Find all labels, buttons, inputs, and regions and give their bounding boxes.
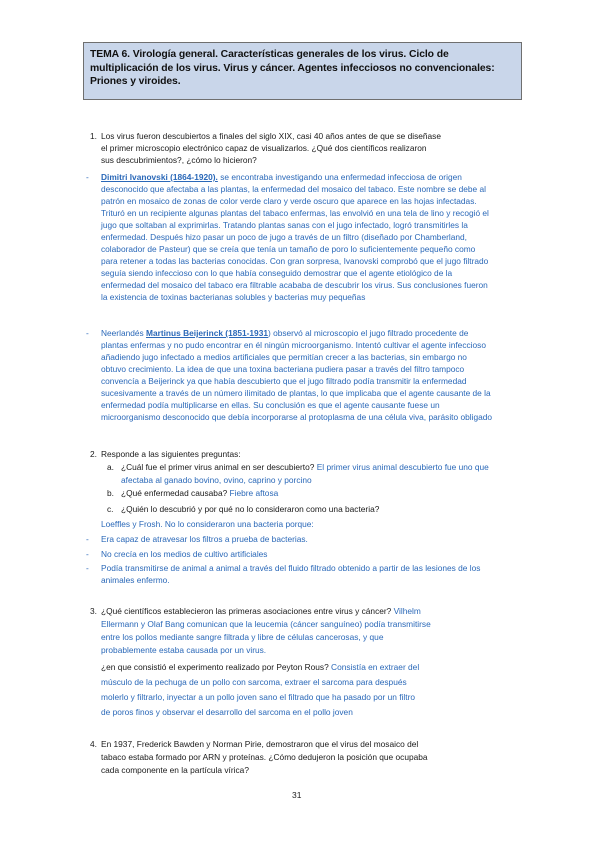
subquestion-label: b.	[107, 488, 114, 498]
bullet-dash: -	[86, 549, 89, 559]
answer-bullet: Podía transmitirse de animal a animal a través del fluido filtrado obtenido a partir de las lesiones de los	[101, 563, 481, 573]
question-line: Los virus fueron descubiertos a finales del siglo XIX, casi 40 años antes de que se diseñase	[101, 131, 441, 141]
answer-line: molerlo y filtrarlo, inyectar a un pollo joven sano el filtrado que ha pasado por un filtro	[101, 692, 415, 702]
answer-line: enfermedad podía multiplicarse en ellas. Su conclusión es que el agente causante fuese un	[101, 400, 440, 410]
answer-line: Ellermann y Olaf Bang comunican que la leucemia (cáncer sanguíneo) podía transmitirse	[101, 619, 431, 629]
subquestion-text: ¿Quién lo descubrió y por qué no lo consideraron como una bacteria?	[121, 504, 380, 514]
answer-line: Loeffles y Frosh. No lo consideraron una bacteria porque:	[101, 519, 314, 529]
answer-bullet: Era capaz de atravesar los filtros a prueba de bacterias.	[101, 534, 308, 544]
answer-text: Consistía en extraer del	[328, 662, 420, 672]
answer-line: entre los pollos mediante sangre filtrada y libre de células cancerosas, y que	[101, 632, 384, 642]
subquestion-label: a.	[107, 462, 114, 472]
question-number: 3.	[90, 606, 97, 616]
question-line	[101, 606, 421, 617]
question-text: ¿en que consistió el experimento realizado por Peyton Rous?	[101, 662, 329, 672]
topic-title-box	[83, 42, 522, 100]
bullet-dash: -	[86, 534, 89, 544]
answer-line: convencía a Beijerinck ya que había descubierto que el jugo filtrado podía transmitir la enfermedad	[101, 376, 467, 386]
scientist-name: Dimitri Ivanovski (1864-1920).	[101, 172, 218, 182]
question-line: Responde a las siguientes preguntas:	[101, 449, 241, 459]
answer-text: Neerlandés	[101, 328, 146, 338]
page-number: 31	[292, 790, 302, 800]
answer-line: añadiendo jugo infectado a medios artificiales que permitían crecer a las bacterias, sin embargo no	[101, 352, 467, 362]
answer-line: jugo que soltaban al exprimirlas. Tratando plantas sanas con el jugo infectado, logró transmitirles la	[101, 220, 468, 230]
answer-line: sucesivamente a través de un número ilimitado de plantas, lo que implicaba que el agente causante de la	[101, 388, 491, 398]
answer-line: plantas enfermas y no pudo encontrar en él ningún microorganismo. Intentó cultivar el agente infeccioso	[101, 340, 486, 350]
bullet-dash: -	[86, 172, 89, 182]
question-line: cada componente en la partícula vírica?	[101, 765, 249, 775]
answer-text: Fiebre aftosa	[227, 488, 279, 498]
answer-line: colaborador de Pasteur) que se creía que tenía un tamaño de poro lo suficientemente pequeño como	[101, 244, 476, 254]
answer-text: se encontraba investigando una enfermedad infecciosa de origen	[217, 172, 462, 182]
question-number: 4.	[90, 739, 97, 749]
answer-line: Trituró en un recipiente algunas plantas del tabaco enfermas, las envolvió en una tela de lino y recogió el	[101, 208, 489, 218]
answer-text: Vilhelm	[391, 606, 421, 616]
answer-line	[101, 172, 462, 183]
question-number: 1.	[90, 131, 97, 141]
answer-line: músculo de la pechuga de un pollo con sarcoma, extraer el sarcoma para después	[101, 677, 407, 687]
answer-line: microorganismo desconocido que debía incorporarse al protoplasma de una célula viva, parásito obligado	[101, 412, 492, 422]
subquestion-line	[121, 488, 278, 499]
scientist-name: Martinus Beijerinck (1851-1931	[146, 328, 268, 338]
topic-title: TEMA 6. Virología general. Características generales de los virus. Ciclo de multiplicación de los virus. Virus y cáncer. Agentes infecciosos no convencionales: Priones y viroides.	[90, 49, 495, 87]
answer-line	[101, 328, 468, 339]
question-line: En 1937, Frederick Bawden y Norman Pirie, demostraron que el virus del mosaico del	[101, 739, 419, 749]
bullet-dash: -	[86, 328, 89, 338]
question-line: tabaco estaba formado por ARN y proteínas. ¿Cómo dedujeron la posición que ocupaba	[101, 752, 428, 762]
subquestion-text: ¿Qué enfermedad causaba?	[121, 488, 228, 498]
answer-line: para retener a todas las bacterias conocidas. Con gran sorpresa, Ivanovski comprobó que el jugo filtrado	[101, 256, 489, 266]
answer-line: obtuvo crecimiento. La idea de que una toxina bacteriana pudiera pasar a través del filtro tampoco	[101, 364, 465, 374]
answer-line: afectaba al ganado bovino, ovino, caprino y porcino	[121, 475, 312, 485]
question-text: ¿Qué científicos establecieron las primeras asociaciones entre virus y cáncer?	[101, 606, 392, 616]
answer-bullet: animales enfermo.	[101, 575, 170, 585]
answer-bullet: No crecía en los medios de cultivo artificiales	[101, 549, 268, 559]
answer-line: patrón en mosaico de zonas de color verde claro y verde oscuro que aparece en las hojas infectadas.	[101, 196, 477, 206]
question-line: sus descubrimientos?, ¿cómo lo hicieron?	[101, 155, 257, 165]
subquestion-line	[121, 462, 489, 473]
answer-text: El primer virus animal descubierto fue uno que	[314, 462, 489, 472]
subquestion-label: c.	[107, 504, 114, 514]
answer-line: probablemente estaba causada por un virus.	[101, 645, 267, 655]
question-number: 2.	[90, 449, 97, 459]
answer-line: seguía siendo infeccioso con lo que había conseguido demostrar que el agente etiológico de la	[101, 268, 453, 278]
answer-line: la existencia de toxinas bacterianas solubles y bacterias muy pequeñas	[101, 292, 366, 302]
answer-line: de poros finos y observar el desarrollo del sarcoma en el pollo joven	[101, 707, 353, 717]
answer-text: ) observó al microscopio el jugo filtrado procedente de	[267, 328, 469, 338]
bullet-dash: -	[86, 563, 89, 573]
subquestion-text: ¿Cuál fue el primer virus animal en ser descubierto?	[121, 462, 315, 472]
question-line: el primer microscopio electrónico capaz de visualizarlos. ¿Qué dos científicos realizaron	[101, 143, 427, 153]
answer-line: enfermedad del mosaico del tabaco era filtrable acababa de descubrir los virus. Sus conclusiones fueron	[101, 280, 488, 290]
answer-line: desconocido que afectaba a las plantas, la enfermedad del mosaico del tabaco. Este nombre se debe al	[101, 184, 486, 194]
question-line	[101, 662, 419, 673]
answer-line: enfermedad. Después hizo pasar un poco de jugo a través de un filtro (diseñado por Chamberland,	[101, 232, 467, 242]
